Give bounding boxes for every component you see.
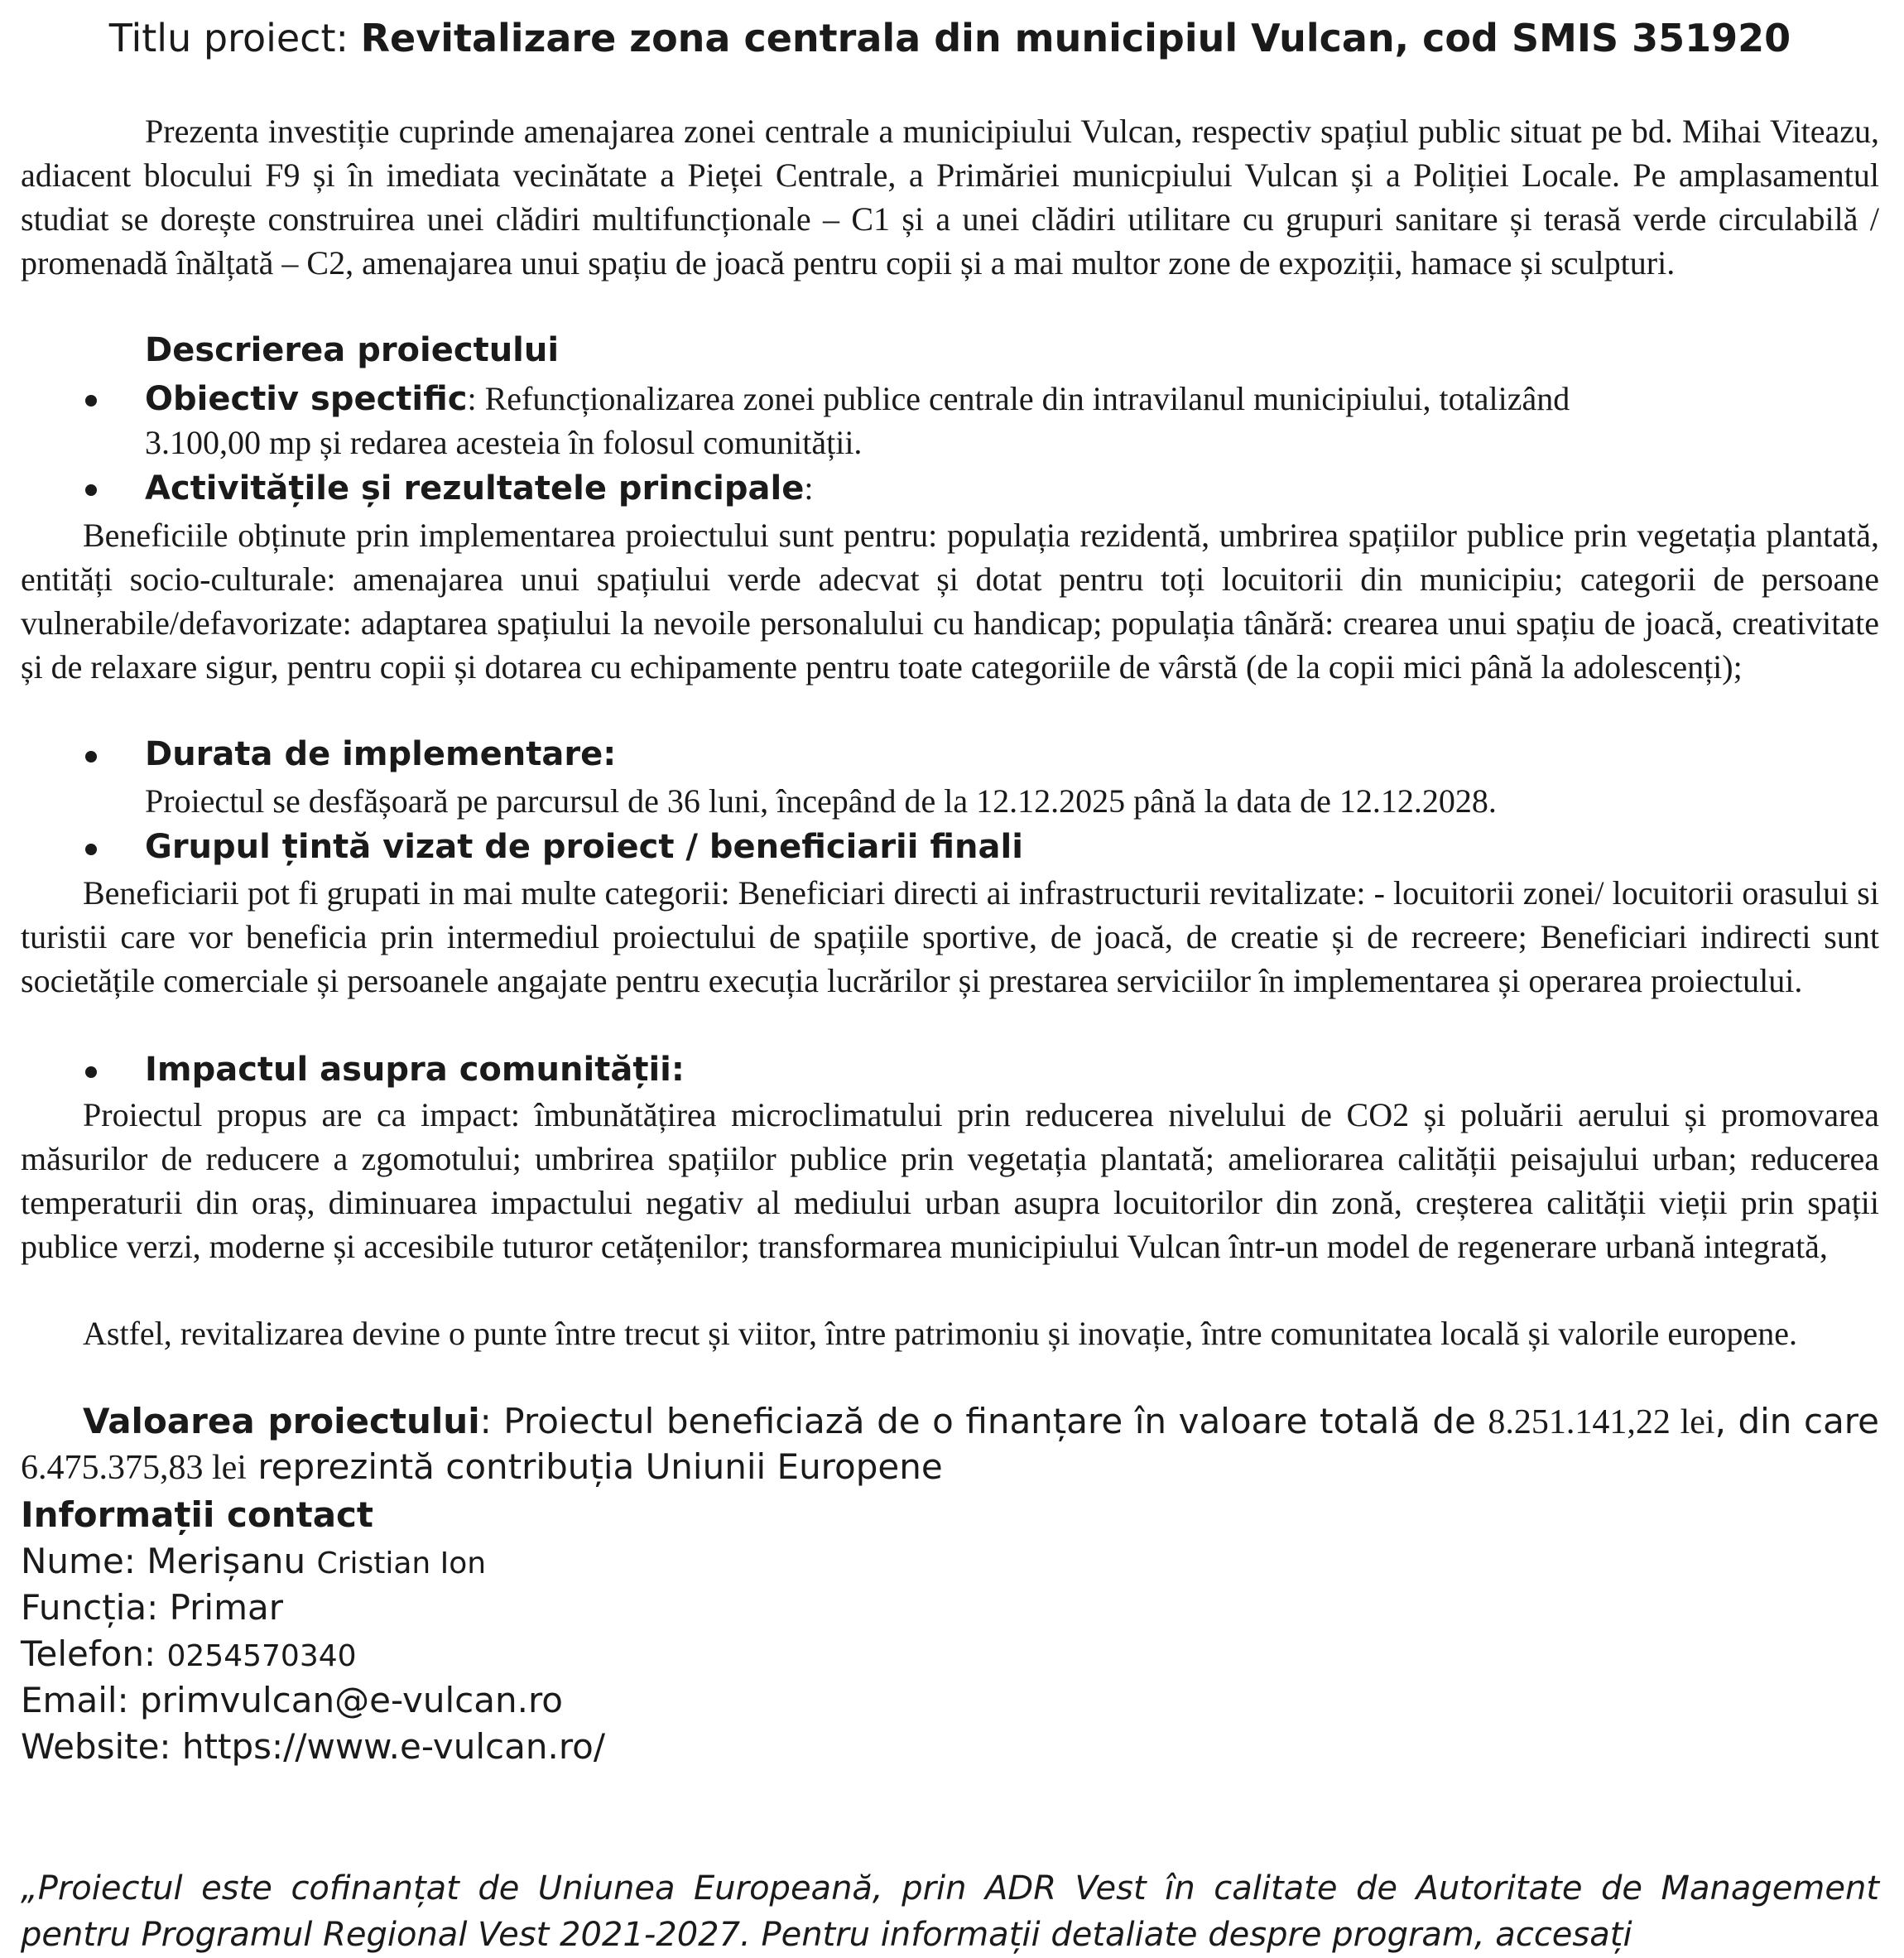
contact-phone-label: Telefon: (21, 1633, 167, 1674)
description-heading: Descrierea proiectului (145, 331, 560, 369)
duration-text: Proiectul se desfășoară pe parcursul de 36 luni, începând de la 12.12.2025 până la data de 12.12.2028. (145, 782, 1497, 820)
activities-heading: Activitățile și rezultatele principale (145, 469, 805, 508)
impact-text: Proiectul propus are ca impact: îmbunătățirea microclimatului prin reducerea nivelului de CO2 și poluării aerului și promovarea măsurilor de reducere a zgomotului; umbrirea spațiilor publice prin vegetația plantată; ameliorarea calității peisajului urban; reducerea temperaturii din oraș, diminuarea impactului negativ al mediului urban asupra locuitorilor din zonă, creșterea calității vieții prin spații publice verzi, moderne și accesibile tuturor cetățenilor; transformarea municipiului Vulcan într-un model de regenerare urbană integrată, (21, 1096, 1879, 1265)
bullet-icon (85, 1066, 97, 1078)
activities-separator: : (804, 469, 814, 507)
contact-website[interactable]: Website: https://www.e-vulcan.ro/ (21, 1726, 606, 1767)
objective-text-line2: 3.100,00 mp și redarea acesteia în folosul comunității. (145, 424, 863, 461)
objective-heading: Obiectiv spectific (145, 380, 468, 418)
contact-function: Funcția: Primar (21, 1587, 284, 1628)
intro-paragraph: Prezenta investiție cuprinde amenajarea zonei centrale a municipiului Vulcan, respectiv spațiul public situat pe bd. Mihai Viteazu, adiacent blocului F9 și în imediata vecinătate a Pieței Centrale, a Primăriei municpiului Vulcan și a Poliției Locale. Pe amplasamentul studiat se dorește construirea unei clădiri multifuncționale – C1 și a unei clădiri utilitare cu grupuri sanitare și terasă verde circulabilă / promenadă înălțată – C2, amenajarea unui spațiu de joacă pentru copii și a mai multor zone de expoziții, hamace și sculpturi. (21, 113, 1879, 281)
value-total: 8.251.141,22 lei (1488, 1403, 1715, 1441)
contact-email[interactable]: Email: primvulcan@e-vulcan.ro (21, 1680, 563, 1720)
title-value: Revitalizare zona centrala din municipiul Vulcan, cod SMIS 351920 (360, 16, 1791, 60)
activities-text: Beneficiile obținute prin implementarea proiectului sunt pentru: populația rezidentă, umbrirea spațiilor publice prin vegetația plantată, entități socio-culturale: amenajarea unui spațiului verde adecvat și dotat pentru toți locuitorii din municipiu; categorii de persoane vulnerabile/defavorizate: adaptarea spațiului la nevoile personalului cu handicap; populația tânără: crearea unui spațiu de joacă, creativitate și de relaxare sigur, pentru copii și dotarea cu echipamente pentru toate categoriile de vârstă (de la copii mici până la adolescenți); (21, 517, 1879, 686)
value-heading: Valoarea proiectului (83, 1401, 480, 1441)
objective-separator: : (467, 380, 485, 417)
title-label: Titlu proiect: (108, 16, 361, 60)
contact-name (21, 1539, 486, 1586)
bullet-icon (85, 395, 97, 407)
target-group-text: Beneficiarii pot fi grupati in mai multe categorii: Beneficiari directi ai infrastructurii revitalizate: - locuitorii zonei/ locuitorii orasului si turistii care vor beneficia prin intermediul proiectului de spațiile sportive, de joacă, de creatie și de recreere; Beneficiari indirecti sunt societățile comerciale și persoanele angajate pentru execuția lucrărilor și prestarea serviciilor în implementarea și operarea proiectului. (21, 874, 1879, 999)
objective-text-line1: Refuncționalizarea zonei publice centrale din intravilanul municipiului, totalizând (484, 380, 1570, 417)
value-eu: 6.475.375,83 lei (21, 1449, 247, 1487)
contact-phone (21, 1632, 357, 1679)
contact-name-label: Nume: Merișanu (21, 1541, 317, 1581)
contact-heading: Informații contact (21, 1494, 374, 1535)
bullet-icon (85, 844, 97, 855)
project-value (21, 1399, 1879, 1490)
contact-phone-value: 0254570340 (166, 1639, 357, 1673)
footer-note: „Proiectul este cofinanțat de Uniunea Europeană, prin ADR Vest în calitate de Autoritate de Management pentru Programul Regional Vest 2021-2027. Pentru informații detaliate despre program, accesați (21, 1869, 1879, 1954)
contact-name-rest: Cristian Ion (316, 1547, 487, 1580)
value-text-c: reprezintă contribuția Uniunii Europene (246, 1446, 943, 1487)
bullet-icon (85, 751, 97, 763)
bullet-icon (85, 484, 97, 496)
page-title (21, 15, 1879, 61)
target-group-heading: Grupul țintă vizat de proiect / beneficiarii finali (145, 828, 1023, 866)
value-text-a: : Proiectul beneficiază de o finanțare în valoare totală de (479, 1401, 1488, 1441)
impact-heading: Impactul asupra comunității: (145, 1051, 685, 1089)
impact-text-2: Astfel, revitalizarea devine o punte între trecut și viitor, între patrimoniu și inovație, între comunitatea locală și valorile europene. (83, 1315, 1797, 1352)
duration-heading: Durata de implementare: (145, 735, 617, 773)
value-text-b: , din care (1714, 1401, 1879, 1441)
